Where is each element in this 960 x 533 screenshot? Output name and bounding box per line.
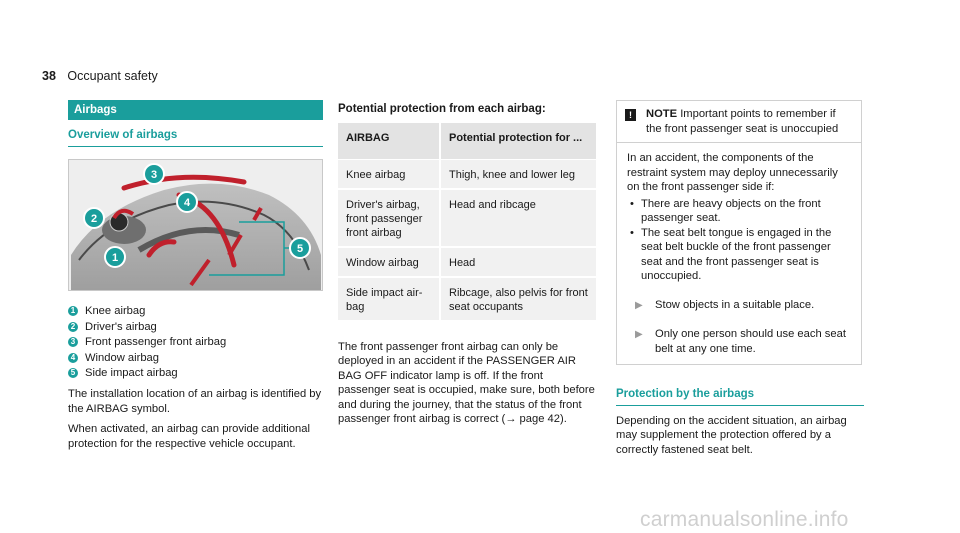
- note-bullets: [627, 197, 851, 284]
- column-header-protection: Potential protection for ...: [440, 123, 596, 160]
- legend-label: Window airbag: [85, 351, 159, 364]
- action-text: Only one person should use each seat belt at any one time.: [655, 328, 846, 355]
- table-row: [338, 247, 596, 277]
- table-cell: Head: [440, 247, 596, 277]
- number-badge: 5: [68, 368, 78, 378]
- svg-text:3: 3: [150, 168, 158, 181]
- overview-heading: Overview of airbags: [68, 128, 323, 147]
- number-badge: 2: [68, 322, 78, 332]
- table-cell: Side impact air-bag: [338, 277, 440, 321]
- protection-table: [338, 123, 596, 322]
- legend-item: [68, 335, 323, 351]
- callout-3: [144, 164, 164, 184]
- play-arrow-icon: ▶: [635, 329, 643, 340]
- legend-item: [68, 304, 323, 320]
- column-header-airbag: AIRBAG: [338, 123, 440, 160]
- number-badge: 1: [68, 306, 78, 316]
- car-interior-illustration: [69, 160, 322, 290]
- airbag-diagram: [68, 159, 323, 291]
- number-badge: 4: [68, 353, 78, 363]
- legend-item: [68, 319, 323, 335]
- callout-1: [105, 247, 125, 267]
- legend-label: Knee airbag: [85, 305, 146, 317]
- protection-heading: Protection by the airbags: [616, 387, 864, 406]
- action-step: [627, 298, 851, 314]
- table-header-row: [338, 123, 596, 160]
- chapter-title: Occupant safety: [67, 69, 158, 83]
- list-item: • The seat belt tongue is engaged in the seat belt buckle of the front passenger seat and the front passenger seat is unoccupied.: [627, 226, 851, 284]
- legend-item: [68, 350, 323, 366]
- passenger-airbag-paragraph: The front passenger front airbag can only be deployed in an accident if the PASSENGER AIR BAG OFF indicator lamp is off. If the front passenger seat is occupied, make sure, both before and during the journey, that the status of the front passenger front airbag is correct (→ page 42).: [338, 340, 595, 425]
- airbag-legend: [68, 304, 323, 382]
- activation-paragraph: When activated, an airbag can provide additional protection for the respective vehicle occupant.: [68, 423, 310, 450]
- right-column: [616, 100, 864, 457]
- note-header: [617, 101, 861, 143]
- table-cell: Knee airbag: [338, 159, 440, 189]
- table-caption: Potential protection from each airbag:: [338, 103, 546, 115]
- table-cell: Head and ribcage: [440, 189, 596, 247]
- note-box: [616, 100, 862, 365]
- table-row: [338, 189, 596, 247]
- warning-icon: !: [625, 109, 636, 121]
- callout-2: [84, 208, 104, 228]
- svg-text:4: 4: [183, 196, 191, 209]
- action-text: Stow objects in a suitable place.: [655, 298, 815, 311]
- legend-label: Front passenger front airbag: [85, 336, 227, 348]
- table-cell: Window airbag: [338, 247, 440, 277]
- svg-text:2: 2: [90, 212, 98, 225]
- table-cell: Thigh, knee and lower leg: [440, 159, 596, 189]
- svg-text:1: 1: [111, 251, 119, 264]
- callout-5: [290, 238, 310, 258]
- table-cell: Driver's airbag, front passenger front airbag: [338, 189, 440, 247]
- note-title: Important points to remember if the front passenger seat is unoccupied: [646, 108, 839, 135]
- note-intro: In an accident, the components of the restraint system may deploy unnecessarily on the front passenger side if:: [627, 152, 838, 193]
- table-row: [338, 277, 596, 321]
- note-label: NOTE: [646, 108, 678, 120]
- section-bar: Airbags: [68, 100, 323, 120]
- svg-text:5: 5: [296, 242, 304, 255]
- left-column: [68, 100, 323, 451]
- list-item: • There are heavy objects on the front passenger seat.: [627, 197, 851, 226]
- note-body: [617, 143, 861, 364]
- watermark: carmanualsonline.info: [640, 508, 849, 531]
- legend-label: Driver's airbag: [85, 320, 157, 333]
- table-cell: Ribcage, also pelvis for front seat occupants: [440, 277, 596, 321]
- identification-paragraph: The installation location of an airbag is identified by the AIRBAG symbol.: [68, 388, 322, 415]
- table-row: [338, 159, 596, 189]
- number-badge: 3: [68, 337, 78, 347]
- note-title-block: [646, 107, 851, 136]
- protection-paragraph: Depending on the accident situation, an airbag may supplement the protection offered by a correctly fastened seat belt.: [616, 414, 847, 456]
- middle-column: [338, 100, 596, 427]
- legend-item: [68, 366, 323, 382]
- page-number: 38: [42, 69, 56, 83]
- page-header: [42, 69, 158, 83]
- play-arrow-icon: ▶: [635, 299, 643, 311]
- callout-4: [177, 192, 197, 212]
- legend-label: Side impact airbag: [85, 367, 178, 379]
- action-step: [627, 327, 851, 356]
